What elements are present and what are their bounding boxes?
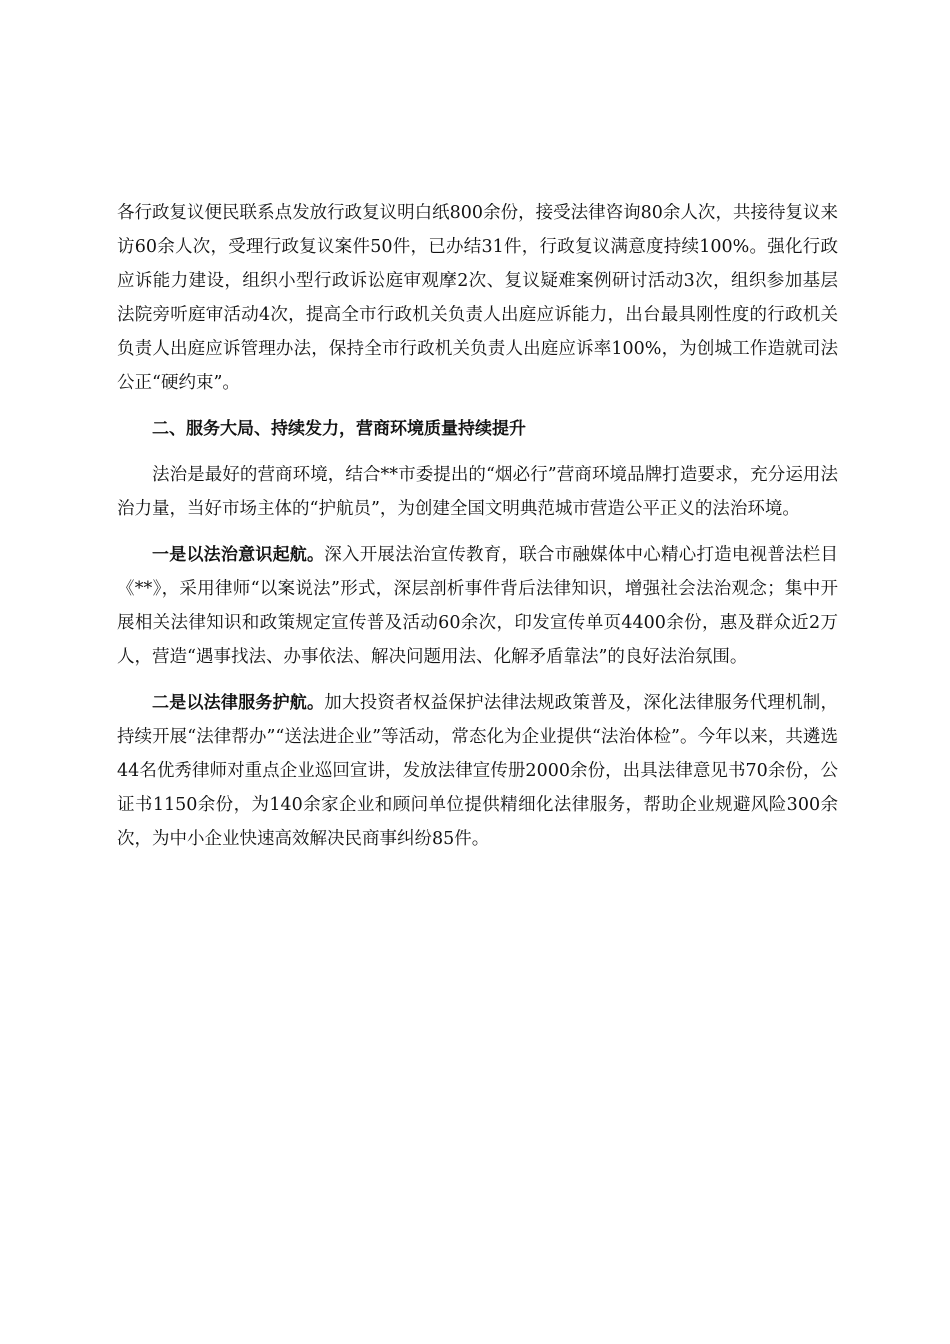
item-1-paragraph bbox=[117, 538, 838, 674]
intro-paragraph: 法治是最好的营商环境，结合**市委提出的“烟必行”营商环境品牌打造要求，充分运用法治力量，当好市场主体的“护航员”，为创建全国文明典范城市营造公平正义的法治环境。 bbox=[117, 465, 838, 519]
continued-paragraph: 各行政复议便民联系点发放行政复议明白纸800余份，接受法律咨询80余人次，共接待复议来访60余人次，受理行政复议案件50件，已办结31件，行政复议满意度持续100%。强化行政应诉能力建设，组织小型行政诉讼庭审观摩2次、复议疑难案例研讨活动3次，组织参加基层法院旁听庭审活动4次，提高全市行政机关负责人出庭应诉能力，出台最具刚性度的行政机关负责人出庭应诉管理办法，保持全市行政机关负责人出庭应诉率100%，为创城工作造就司法公正“硬约束”。 bbox=[117, 203, 838, 393]
item-2-body: 加大投资者权益保护法律法规政策普及，深化法律服务代理机制，持续开展“法律帮办”“送法进企业”等活动，常态化为企业提供“法治体检”。今年以来，共遴选44名优秀律师对重点企业巡回宣讲，发放法律宣传册2000余份，出具法律意见书70余份，公证书1150余份，为140余家企业和顾问单位提供精细化法律服务，帮助企业规避风险300余次，为中小企业快速高效解决民商事纠纷85件。 bbox=[117, 693, 839, 849]
item-2-lead: 二是以法律服务护航。 bbox=[152, 693, 325, 713]
document-body bbox=[117, 196, 838, 856]
item-1-lead: 一是以法治意识起航。 bbox=[152, 545, 325, 565]
item-2-paragraph bbox=[117, 686, 838, 856]
item-1-body: 深入开展法治宣传教育，联合市融媒体中心精心打造电视普法栏目《**》，采用律师“以案说法”形式，深层剖析事件背后法律知识，增强社会法治观念；集中开展相关法律知识和政策规定宣传普及活动60余次，印发宣传单页4400余份，惠及群众近2万人，营造“遇事找法、办事依法、解决问题用法、化解矛盾靠法”的良好法治氛围。 bbox=[117, 545, 839, 667]
section-heading: 二、服务大局、持续发力，营商环境质量持续提升 bbox=[152, 419, 526, 439]
